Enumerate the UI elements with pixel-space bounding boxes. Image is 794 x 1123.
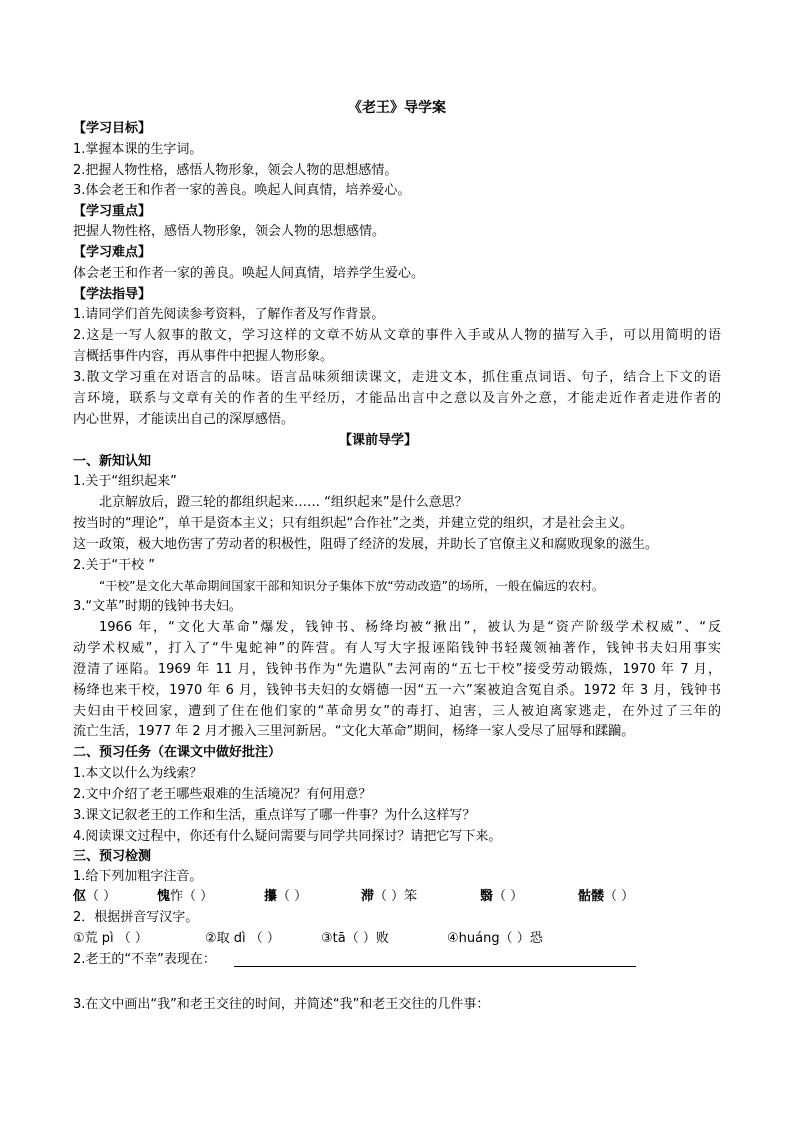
method-line: 内心世界，才能读出自己的深厚感悟。 xyxy=(73,412,295,427)
char-bold: 攥 xyxy=(264,889,278,904)
question-interactions: 3.在文中画出“我”和老王交往的时间，并简述“我”和老王交往的几件事： xyxy=(73,997,490,1012)
method-line: 言概括事件内容，再从事件中把握人物形象。 xyxy=(73,349,334,364)
preview-question: 1.本文以什么为线索？ xyxy=(73,766,203,781)
char-item xyxy=(361,887,417,907)
item1-line: 这一政策，极大地伤害了劳动者的积极性，阻碍了经济的发展，并助长了官僚主义和腐败现象的滋生。 xyxy=(73,537,659,552)
char-blank[interactable]: （ ） xyxy=(493,889,524,904)
char-item xyxy=(73,887,116,907)
item2-title: 2.关于“干校 ” xyxy=(73,558,156,573)
method-line: 言环境，联系与文章有关的作者的生平经历，才能品出言中之意以及言外之意，才能走近作者走进作者的 xyxy=(73,391,721,406)
pinyin-item[interactable]: ③tā（ ）败 xyxy=(321,931,389,946)
char-blank[interactable]: （ ） xyxy=(604,889,635,904)
char-blank[interactable]: 怍（ ） xyxy=(170,889,214,904)
goals-heading: 【学习目标】 xyxy=(73,121,152,136)
pre-study-heading: 【课前导学】 xyxy=(339,433,418,448)
preview-heading: 二、预习任务（在课文中做好批注） xyxy=(73,745,282,760)
char-item xyxy=(480,887,523,907)
method-line: 1.请同学们首先阅读参考资料，了解作者及写作背景。 xyxy=(73,307,385,322)
focus-text: 把握人物性格，感悟人物形象，领会人物的思想感情。 xyxy=(73,224,386,239)
item3-line: 动学术权威”，打入了“牛鬼蛇神”的阵营。有人写大字报诬陷钱钟书轻蔑领袖著作，钱钟书夫妇用事实 xyxy=(73,641,721,656)
char-item xyxy=(264,887,307,907)
check2-title: 2．根据拼音写汉字。 xyxy=(73,910,199,925)
item3-line: 1966 年，“文化大革命”爆发，钱钟书、杨绛均被“揪出”，被认为是“资产阶级学术权威”、“反 xyxy=(99,620,721,635)
difficulty-heading: 【学习难点】 xyxy=(73,245,152,260)
item3-line: 杨绛也来干校，1970 年 6 月，钱钟书夫妇的女婿德一因“五一六”案被迫含冤自杀。1972 年 3 月，钱钟书 xyxy=(73,683,721,698)
char-bold: 愧 xyxy=(157,889,171,904)
preview-question: 4.阅读课文过程中，你还有什么疑问需要与同学共同探讨？请把它写下来。 xyxy=(73,829,502,844)
method-line: 3.散文学习重在对语言的品味。语言品味须细读课文，走进文本，抓住重点词语、句子，结合上下文的语 xyxy=(73,370,721,385)
preview-question: 2.文中介绍了老王哪些艰难的生活境况？有何用意？ xyxy=(73,787,372,802)
goal-item: 2.把握人物性格，感悟人物形象，领会人物的思想感情。 xyxy=(73,163,398,178)
char-bold: 滞 xyxy=(361,889,375,904)
item2-text: “干校”是文化大革命期间国家干部和知识分子集体下放“劳动改造”的场所，一般在偏远的农村。 xyxy=(99,579,604,593)
difficulty-text: 体会老王和作者一家的善良。唤起人间真情，培养学生爱心。 xyxy=(73,266,425,281)
page-title: 《老王》导学案 xyxy=(348,100,446,116)
pinyin-item[interactable]: ④huáng（ ）恐 xyxy=(447,931,543,946)
pinyin-item[interactable]: ②取 dì （ ） xyxy=(205,931,280,946)
char-bold: 翳 xyxy=(480,889,494,904)
focus-heading: 【学习重点】 xyxy=(73,204,152,219)
item1-line: 按当时的“理论”，单干是资本主义；只有组织起“合作社”之类，并建立党的组织，才是社会主义。 xyxy=(73,516,633,531)
check-heading: 三、预习检测 xyxy=(73,849,152,864)
item3-line: 夫妇由干校回家，遭到了住在他们家的“革命男女”的毒打、迫害，三人被迫离家逃走，在外过了三年的 xyxy=(73,704,721,719)
item3-title: 3.“文革”时期的钱钟书夫妇。 xyxy=(73,599,242,614)
char-blank[interactable]: （ ）笨 xyxy=(374,889,418,904)
method-line: 2.这是一写人叙事的散文，学习这样的文章不妨从文章的事件入手或从人物的描写入手，可以用简明的语 xyxy=(73,328,721,343)
preview-question: 3.课文记叙老王的工作和生活，重点详写了哪一件事？为什么这样写？ xyxy=(73,808,476,823)
item1-line: 北京解放后，蹬三轮的都组织起来…… “组织起来”是什么意思？ xyxy=(99,495,468,510)
question-unfortunate: 2.老王的“不幸”表现在： xyxy=(73,952,216,967)
char-item xyxy=(578,887,634,907)
check1-title: 1.给下列加粗字注音。 xyxy=(73,869,203,884)
goal-item: 3.体会老王和作者一家的善良。唤起人间真情，培养爱心。 xyxy=(73,183,411,198)
char-item xyxy=(157,887,213,907)
new-knowledge-heading: 一、新知认知 xyxy=(73,454,152,469)
goal-item: 1.掌握本课的生字词。 xyxy=(73,142,203,157)
char-bold: 伛 xyxy=(73,889,87,904)
char-bold: 骷髅 xyxy=(578,889,605,904)
item1-title: 1.关于“组织起来” xyxy=(73,474,177,489)
item3-line: 流亡生活，1977 年 2 月才搬入三里河新居。“文化大革命”期间，杨绛一家人受尽了屈辱和蹂躏。 xyxy=(73,724,635,739)
pinyin-item[interactable]: ①荒 pì （ ） xyxy=(73,931,148,946)
answer-line[interactable] xyxy=(234,966,636,967)
char-blank[interactable]: （ ） xyxy=(86,889,117,904)
item3-line: 澄清了诬陷。1969 年 11 月，钱钟书作为“先遣队”去河南的“五七干校”接受劳动锻炼，1970 年 7 月， xyxy=(73,662,721,677)
method-heading: 【学法指导】 xyxy=(73,287,152,302)
char-blank[interactable]: （ ） xyxy=(277,889,308,904)
